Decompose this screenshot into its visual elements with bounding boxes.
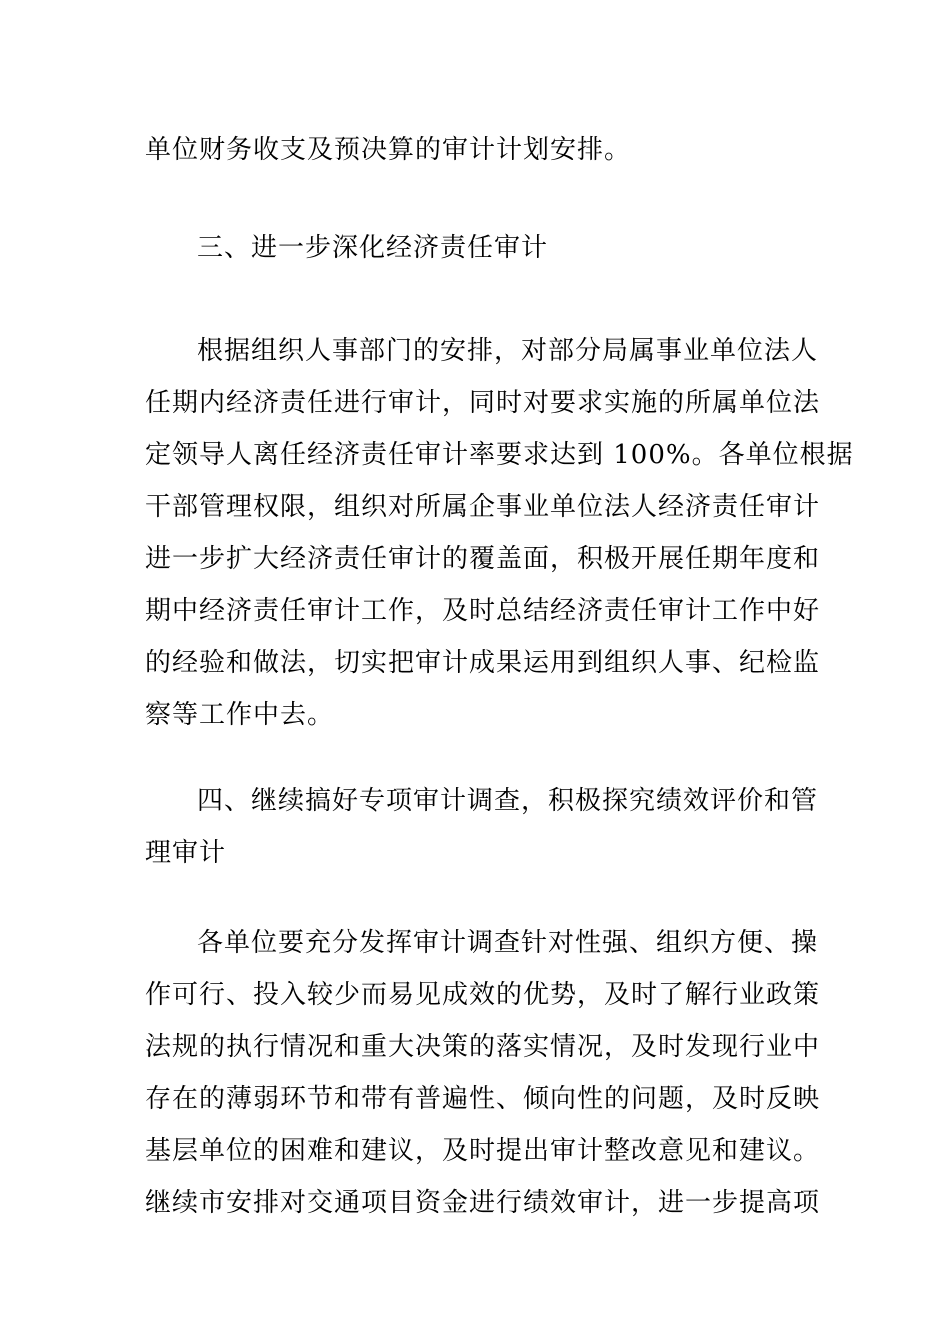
text-line: 存在的薄弱环节和带有普遍性、倾向性的问题，及时反映 xyxy=(145,1084,821,1114)
text-line: 继续市安排对交通项目资金进行绩效审计，进一步提高项 xyxy=(145,1188,821,1218)
paragraph-continuation xyxy=(145,124,810,176)
section-heading-3 xyxy=(145,222,810,274)
text-line: 作可行、投入较少而易见成效的优势，及时了解行业政策 xyxy=(145,980,821,1010)
text-line: 基层单位的困难和建议，及时提出审计整改意见和建议。 xyxy=(145,1136,821,1166)
text-line: 期中经济责任审计工作，及时总结经济责任审计工作中好 xyxy=(145,596,821,626)
heading-line: 四、继续搞好专项审计调查，积极探究绩效评价和管 xyxy=(197,786,819,816)
text-line: 干部管理权限，组织对所属企事业单位法人经济责任审计 xyxy=(145,492,821,522)
text-line: 进一步扩大经济责任审计的覆盖面，积极开展任期年度和 xyxy=(145,544,821,574)
text-line: 各单位要充分发挥审计调查针对性强、组织方便、操 xyxy=(197,928,819,958)
text-line: 法规的执行情况和重大决策的落实情况，及时发现行业中 xyxy=(145,1032,821,1062)
text-line: 的经验和做法，切实把审计成果运用到组织人事、纪检监 xyxy=(145,648,821,678)
heading-line: 三、进一步深化经济责任审计 xyxy=(197,233,549,263)
text-line: 察等工作中去。 xyxy=(145,700,335,730)
text-line: 定领导人离任经济责任审计率要求达到 100%。各单位根据 xyxy=(145,440,854,470)
text-line: 任期内经济责任进行审计，同时对要求实施的所属单位法 xyxy=(145,388,821,418)
heading-line: 理审计 xyxy=(145,838,227,868)
text-line: 单位财务收支及预决算的审计计划安排。 xyxy=(145,135,632,165)
paragraph-special-audit xyxy=(145,917,821,1229)
paragraph-economic-responsibility xyxy=(145,325,854,741)
text-line: 根据组织人事部门的安排，对部分局属事业单位法人 xyxy=(197,336,819,366)
section-heading-4 xyxy=(145,775,819,879)
